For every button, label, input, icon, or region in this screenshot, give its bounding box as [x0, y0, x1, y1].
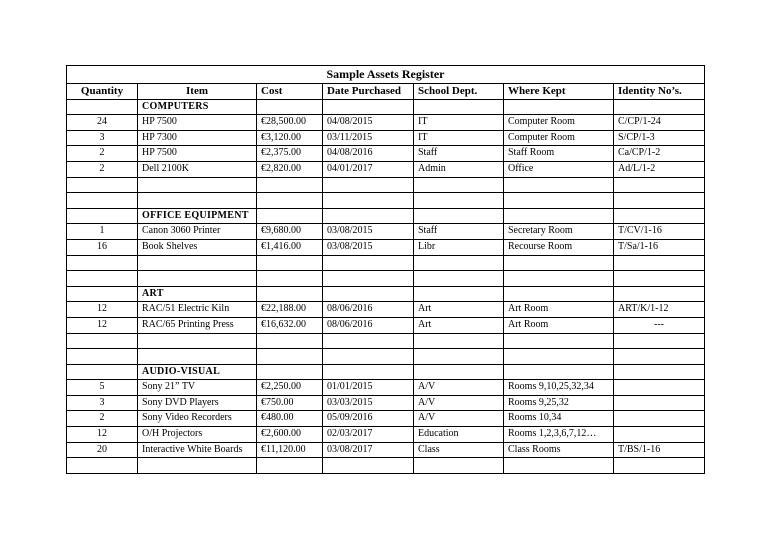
cost-cell: €28,500.00	[257, 115, 323, 131]
header-quantity: Quantity	[67, 84, 138, 100]
school-dept-cell: IT	[414, 130, 504, 146]
quantity-cell: 16	[67, 239, 138, 255]
blank-cell	[614, 99, 705, 115]
title-row	[67, 66, 705, 84]
asset-row	[67, 427, 705, 443]
category-row	[67, 208, 705, 224]
blank-cell	[414, 333, 504, 349]
item-cell: HP 7500	[138, 146, 257, 162]
blank-cell	[257, 286, 323, 302]
blank-cell	[614, 193, 705, 209]
cost-cell: €2,375.00	[257, 146, 323, 162]
blank-row	[67, 177, 705, 193]
asset-row	[67, 115, 705, 131]
identity-nos-cell: Ad/L/1-2	[614, 161, 705, 177]
asset-row	[67, 380, 705, 396]
quantity-cell: 2	[67, 161, 138, 177]
category-label: COMPUTERS	[138, 99, 257, 115]
blank-cell	[138, 349, 257, 365]
date-purchased-cell: 04/08/2016	[323, 146, 414, 162]
blank-cell	[257, 193, 323, 209]
date-purchased-cell: 04/08/2015	[323, 115, 414, 131]
blank-cell	[257, 255, 323, 271]
header-identity-nos: Identity No’s.	[614, 84, 705, 100]
blank-cell	[257, 177, 323, 193]
identity-nos-cell	[614, 395, 705, 411]
blank-cell	[138, 255, 257, 271]
identity-nos-cell: S/CP/1-3	[614, 130, 705, 146]
item-cell: Dell 2100K	[138, 161, 257, 177]
blank-cell	[414, 177, 504, 193]
date-purchased-cell: 03/08/2017	[323, 442, 414, 458]
blank-cell	[138, 193, 257, 209]
blank-cell	[67, 271, 138, 287]
where-kept-cell: Computer Room	[504, 115, 614, 131]
school-dept-cell: Staff	[414, 224, 504, 240]
cost-cell: €1,416.00	[257, 239, 323, 255]
asset-row	[67, 239, 705, 255]
school-dept-cell: A/V	[414, 380, 504, 396]
date-purchased-cell: 04/01/2017	[323, 161, 414, 177]
blank-cell	[257, 349, 323, 365]
blank-cell	[67, 286, 138, 302]
quantity-cell: 5	[67, 380, 138, 396]
assets-register-table	[66, 65, 705, 474]
blank-cell	[138, 271, 257, 287]
blank-cell	[257, 458, 323, 474]
quantity-cell: 12	[67, 317, 138, 333]
blank-cell	[614, 177, 705, 193]
header-where-kept: Where Kept	[504, 84, 614, 100]
blank-cell	[67, 193, 138, 209]
header-item: Item	[138, 84, 257, 100]
blank-cell	[414, 193, 504, 209]
school-dept-cell: A/V	[414, 411, 504, 427]
asset-row	[67, 130, 705, 146]
date-purchased-cell: 05/09/2016	[323, 411, 414, 427]
asset-row	[67, 161, 705, 177]
blank-cell	[504, 333, 614, 349]
cost-cell: €2,600.00	[257, 427, 323, 443]
blank-cell	[414, 99, 504, 115]
where-kept-cell: Rooms 10,34	[504, 411, 614, 427]
school-dept-cell: Education	[414, 427, 504, 443]
date-purchased-cell: 03/11/2015	[323, 130, 414, 146]
blank-cell	[323, 364, 414, 380]
date-purchased-cell: 01/01/2015	[323, 380, 414, 396]
blank-row	[67, 255, 705, 271]
where-kept-cell: Computer Room	[504, 130, 614, 146]
blank-cell	[67, 177, 138, 193]
blank-row	[67, 193, 705, 209]
quantity-cell: 3	[67, 130, 138, 146]
quantity-cell: 3	[67, 395, 138, 411]
blank-cell	[614, 286, 705, 302]
blank-cell	[504, 208, 614, 224]
cost-cell: €9,680.00	[257, 224, 323, 240]
where-kept-cell: Art Room	[504, 317, 614, 333]
quantity-cell: 12	[67, 427, 138, 443]
blank-cell	[67, 99, 138, 115]
blank-cell	[257, 271, 323, 287]
where-kept-cell: Rooms 1,2,3,6,7,12…	[504, 427, 614, 443]
blank-cell	[414, 255, 504, 271]
quantity-cell: 2	[67, 411, 138, 427]
school-dept-cell: Admin	[414, 161, 504, 177]
cost-cell: €2,820.00	[257, 161, 323, 177]
blank-cell	[504, 364, 614, 380]
asset-row	[67, 411, 705, 427]
date-purchased-cell: 03/03/2015	[323, 395, 414, 411]
school-dept-cell: Libr	[414, 239, 504, 255]
blank-cell	[504, 458, 614, 474]
blank-cell	[323, 193, 414, 209]
category-label: ART	[138, 286, 257, 302]
blank-cell	[504, 193, 614, 209]
blank-cell	[323, 458, 414, 474]
identity-nos-cell: ---	[614, 317, 705, 333]
blank-cell	[323, 349, 414, 365]
blank-row	[67, 333, 705, 349]
identity-nos-cell: C/CP/1-24	[614, 115, 705, 131]
blank-cell	[414, 286, 504, 302]
blank-cell	[414, 458, 504, 474]
asset-row	[67, 395, 705, 411]
register-body	[67, 99, 705, 473]
where-kept-cell: Rooms 9,25,32	[504, 395, 614, 411]
blank-cell	[67, 333, 138, 349]
blank-cell	[323, 255, 414, 271]
register-title: Sample Assets Register	[67, 66, 705, 84]
category-row	[67, 364, 705, 380]
item-cell: Interactive White Boards	[138, 442, 257, 458]
where-kept-cell: Secretary Room	[504, 224, 614, 240]
asset-row	[67, 442, 705, 458]
school-dept-cell: Staff	[414, 146, 504, 162]
blank-cell	[614, 458, 705, 474]
item-cell: HP 7500	[138, 115, 257, 131]
identity-nos-cell	[614, 427, 705, 443]
blank-cell	[614, 349, 705, 365]
blank-cell	[138, 333, 257, 349]
identity-nos-cell: ART/K/1-12	[614, 302, 705, 318]
cost-cell: €22,188.00	[257, 302, 323, 318]
header-date-purchased: Date Purchased	[323, 84, 414, 100]
quantity-cell: 24	[67, 115, 138, 131]
item-cell: RAC/51 Electric Kiln	[138, 302, 257, 318]
blank-cell	[257, 99, 323, 115]
cost-cell: €480.00	[257, 411, 323, 427]
blank-cell	[414, 208, 504, 224]
blank-cell	[323, 99, 414, 115]
where-kept-cell: Art Room	[504, 302, 614, 318]
blank-cell	[614, 208, 705, 224]
identity-nos-cell: T/Sa/1-16	[614, 239, 705, 255]
blank-cell	[504, 99, 614, 115]
cost-cell: €2,250.00	[257, 380, 323, 396]
blank-cell	[257, 364, 323, 380]
header-school-dept: School Dept.	[414, 84, 504, 100]
header-cost: Cost	[257, 84, 323, 100]
where-kept-cell: Class Rooms	[504, 442, 614, 458]
blank-row	[67, 349, 705, 365]
blank-cell	[67, 255, 138, 271]
blank-cell	[67, 364, 138, 380]
quantity-cell: 20	[67, 442, 138, 458]
where-kept-cell: Recourse Room	[504, 239, 614, 255]
item-cell: Sony DVD Players	[138, 395, 257, 411]
where-kept-cell: Staff Room	[504, 146, 614, 162]
blank-cell	[323, 177, 414, 193]
school-dept-cell: IT	[414, 115, 504, 131]
asset-row	[67, 302, 705, 318]
blank-cell	[323, 286, 414, 302]
blank-cell	[504, 349, 614, 365]
where-kept-cell: Office	[504, 161, 614, 177]
item-cell: Book Shelves	[138, 239, 257, 255]
blank-cell	[323, 208, 414, 224]
school-dept-cell: Art	[414, 302, 504, 318]
quantity-cell: 1	[67, 224, 138, 240]
date-purchased-cell: 08/06/2016	[323, 302, 414, 318]
cost-cell: €750.00	[257, 395, 323, 411]
item-cell: O/H Projectors	[138, 427, 257, 443]
date-purchased-cell: 08/06/2016	[323, 317, 414, 333]
blank-cell	[257, 208, 323, 224]
item-cell: Sony 21” TV	[138, 380, 257, 396]
quantity-cell: 2	[67, 146, 138, 162]
category-label: AUDIO-VISUAL	[138, 364, 257, 380]
blank-cell	[323, 333, 414, 349]
blank-cell	[614, 271, 705, 287]
asset-row	[67, 317, 705, 333]
identity-nos-cell	[614, 380, 705, 396]
blank-cell	[138, 458, 257, 474]
blank-cell	[414, 271, 504, 287]
blank-cell	[614, 333, 705, 349]
blank-cell	[138, 177, 257, 193]
blank-cell	[67, 208, 138, 224]
blank-cell	[504, 177, 614, 193]
blank-cell	[614, 255, 705, 271]
cost-cell: €3,120.00	[257, 130, 323, 146]
blank-row	[67, 458, 705, 474]
quantity-cell: 12	[67, 302, 138, 318]
blank-cell	[414, 364, 504, 380]
item-cell: Sony Video Recorders	[138, 411, 257, 427]
blank-cell	[614, 364, 705, 380]
category-label: OFFICE EQUIPMENT	[138, 208, 257, 224]
blank-cell	[257, 333, 323, 349]
cost-cell: €11,120.00	[257, 442, 323, 458]
date-purchased-cell: 03/08/2015	[323, 239, 414, 255]
blank-cell	[504, 271, 614, 287]
blank-cell	[414, 349, 504, 365]
date-purchased-cell: 02/03/2017	[323, 427, 414, 443]
item-cell: Canon 3060 Printer	[138, 224, 257, 240]
cost-cell: €16,632.00	[257, 317, 323, 333]
date-purchased-cell: 03/08/2015	[323, 224, 414, 240]
identity-nos-cell: T/BS/1-16	[614, 442, 705, 458]
blank-row	[67, 271, 705, 287]
school-dept-cell: A/V	[414, 395, 504, 411]
blank-cell	[323, 271, 414, 287]
item-cell: HP 7300	[138, 130, 257, 146]
item-cell: RAC/65 Printing Press	[138, 317, 257, 333]
blank-cell	[67, 458, 138, 474]
blank-cell	[504, 286, 614, 302]
identity-nos-cell: Ca/CP/1-2	[614, 146, 705, 162]
identity-nos-cell	[614, 411, 705, 427]
where-kept-cell: Rooms 9,10,25,32,34	[504, 380, 614, 396]
asset-row	[67, 146, 705, 162]
category-row	[67, 286, 705, 302]
school-dept-cell: Class	[414, 442, 504, 458]
header-row	[67, 84, 705, 100]
identity-nos-cell: T/CV/1-16	[614, 224, 705, 240]
category-row	[67, 99, 705, 115]
assets-register-sheet	[66, 65, 704, 474]
asset-row	[67, 224, 705, 240]
blank-cell	[504, 255, 614, 271]
blank-cell	[67, 349, 138, 365]
school-dept-cell: Art	[414, 317, 504, 333]
